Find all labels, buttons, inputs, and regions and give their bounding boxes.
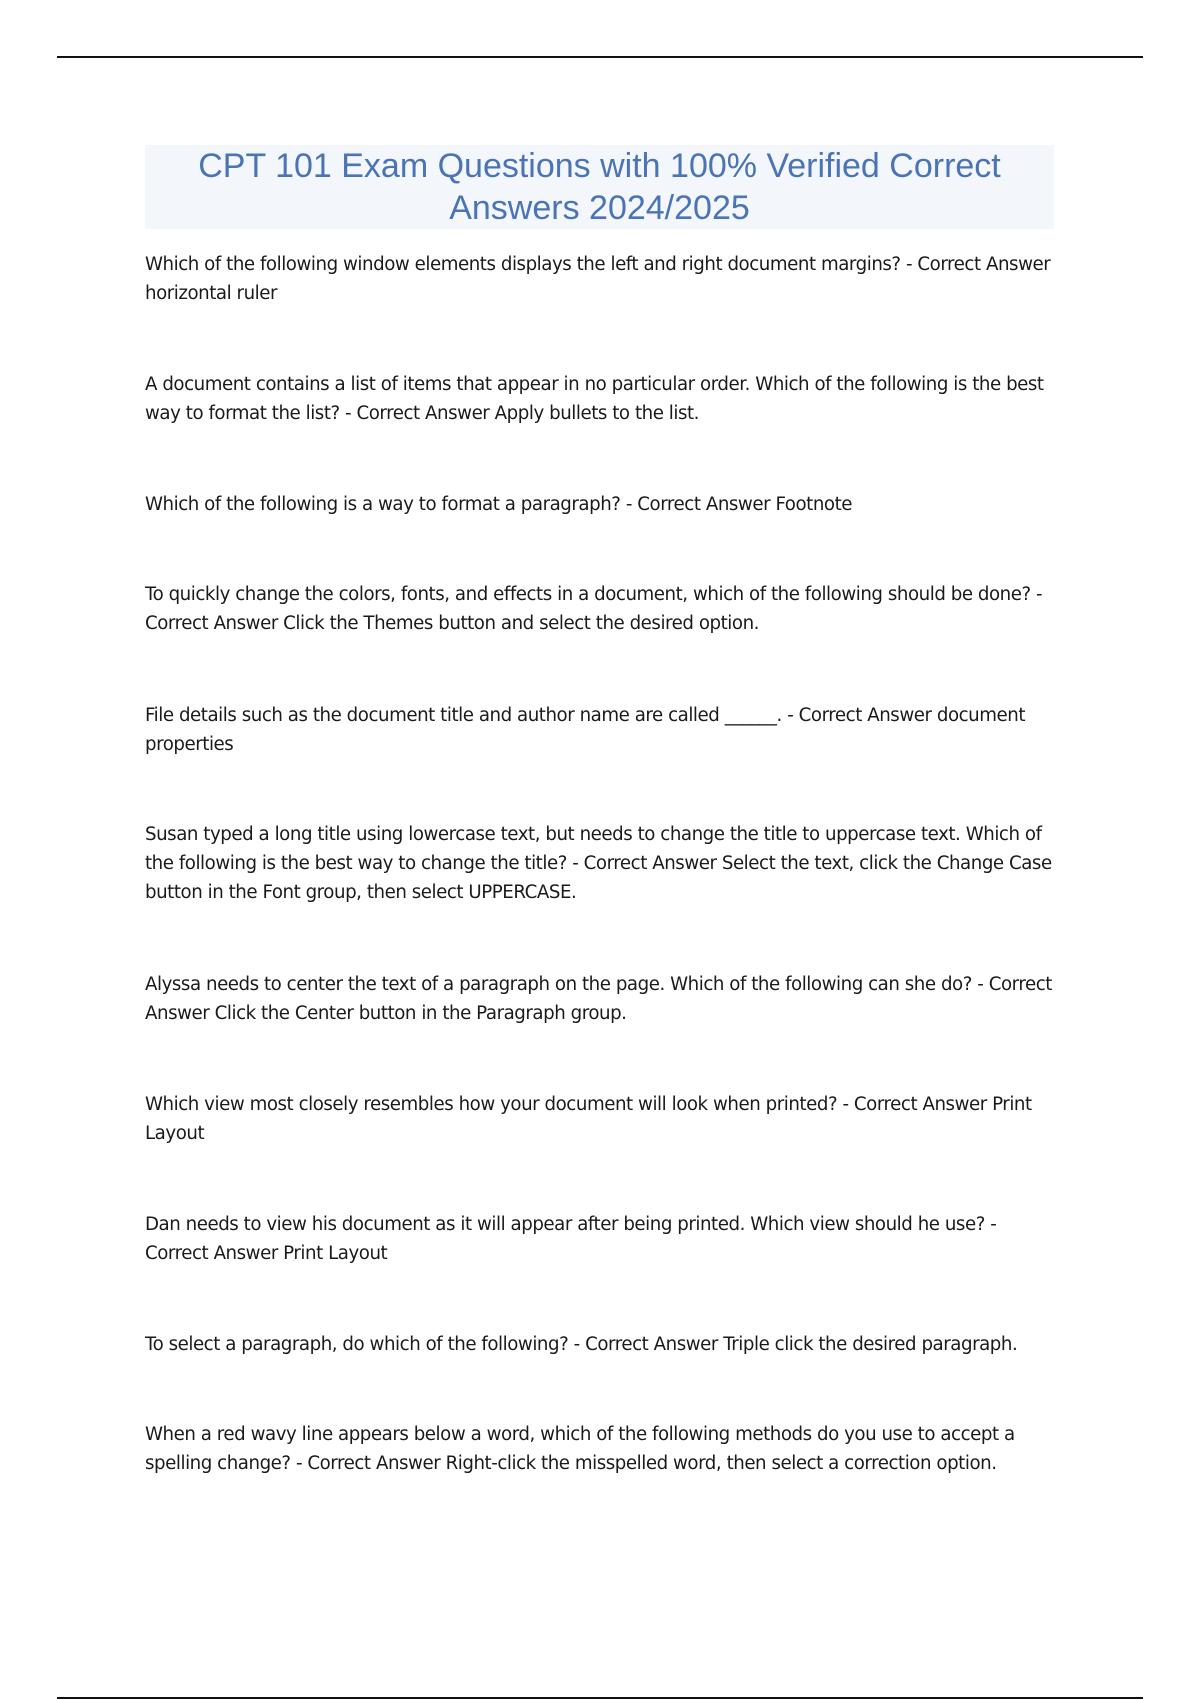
qa-item-1: Which of the following window elements displays the left and right document margins? - Correct Answer horizontal ruler <box>145 254 1051 304</box>
qa-item-3: Which of the following is a way to format a paragraph? - Correct Answer Footnote <box>145 494 853 515</box>
document-title: CPT 101 Exam Questions with 100% Verified Correct Answers 2024/2025 <box>198 147 1001 227</box>
qa-item-2: A document contains a list of items that appear in no particular order. Which of the following is the best way to format the list? - Correct Answer Apply bullets to the list. <box>145 374 1044 424</box>
qa-item-11: When a red wavy line appears below a word, which of the following methods do you use to accept a spelling change? - Correct Answer Right-click the misspelled word, then select a correction option. <box>145 1424 1015 1474</box>
title-banner <box>145 145 1054 229</box>
top-rule <box>57 56 1143 58</box>
qa-item-9: Dan needs to view his document as it will appear after being printed. Which view should he use? - Correct Answer Print Layout <box>145 1214 997 1264</box>
bottom-rule <box>57 1697 1143 1699</box>
qa-item-10: To select a paragraph, do which of the following? - Correct Answer Triple click the desired paragraph. <box>145 1334 1018 1355</box>
qa-item-6: Susan typed a long title using lowercase text, but needs to change the title to uppercase text. Which of the following is the best way to change the title? - Correct Answer Select the text, click the Change Case button in the Font group, then select UPPERCASE. <box>145 824 1052 903</box>
qa-item-4: To quickly change the colors, fonts, and effects in a document, which of the following should be done? - Correct Answer Click the Themes button and select the desired option. <box>145 584 1043 634</box>
qa-item-5: File details such as the document title and author name are called ______. - Correct Answer document properties <box>145 705 1026 755</box>
qa-item-7: Alyssa needs to center the text of a paragraph on the page. Which of the following can she do? - Correct Answer Click the Center button in the Paragraph group. <box>145 974 1052 1024</box>
qa-item-8: Which view most closely resembles how your document will look when printed? - Correct Answer Print Layout <box>145 1094 1032 1144</box>
